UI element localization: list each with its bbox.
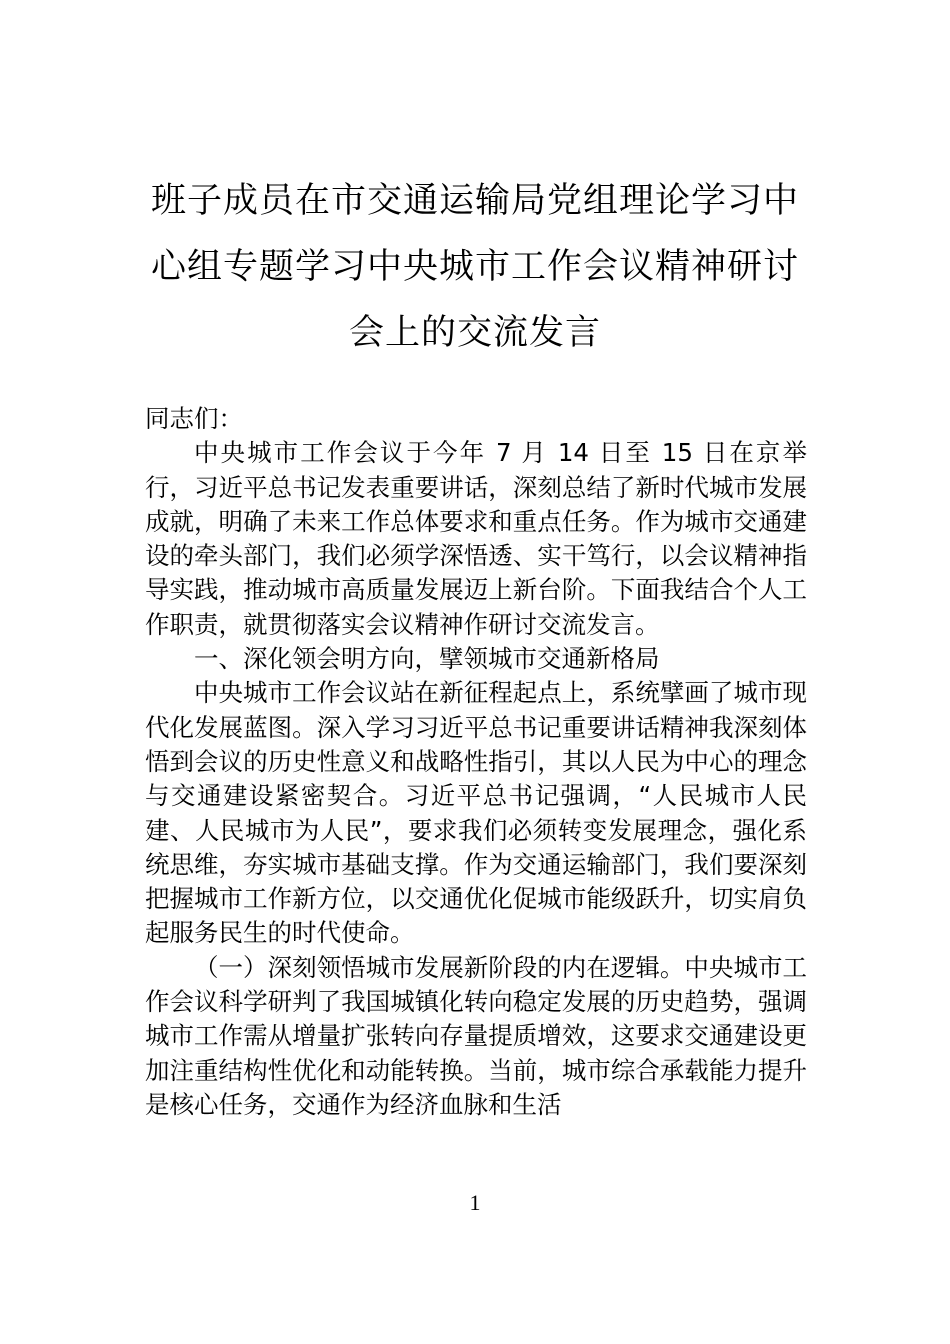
paragraph-subsection-1: （一）深刻领悟城市发展新阶段的内在逻辑。中央城市工作会议科学研判了我国城镇化转向稳定发展的历史趋势，强调城市工作需从增量扩张转向存量提质增效，这要求交通建设更加注重结构性优化和动能转换。当前，城市综合承载能力提升是核心任务，交通作为经济血脉和生活 — [145, 952, 807, 1119]
page-number: 1 — [469, 1190, 481, 1215]
paragraph-intro: 中央城市工作会议于今年 7 月 14 日至 15 日在京举行，习近平总书记发表重要讲话，深刻总结了新时代城市发展成就，明确了未来工作总体要求和重点任务。作为城市交通建设的牵头部门，我们必须学深悟透、实干笃行，以会议精神指导实践，推动城市高质量发展迈上新台阶。下面我结合个人工作职责，就贯彻落实会议精神作研讨交流发言。 — [145, 438, 807, 639]
document-title: 班子成员在市交通运输局党组理论学习中心组专题学习中央城市工作会议精神研讨会上的交流发言 — [150, 181, 799, 353]
document-body — [145, 402, 807, 1122]
section-heading-1: 一、深化领会明方向，擘领城市交通新格局 — [194, 644, 660, 674]
paragraph-section-1: 中央城市工作会议站在新征程起点上，系统擘画了城市现代化发展蓝图。深入学习习近平总书记重要讲话精神我深刻体悟到会议的历史性意义和战略性指引，其以人民为中心的理念与交通建设紧密契合。习近平总书记强调，“人民城市人民建、人民城市为人民”，要求我们必须转变发展理念，强化系统思维，夯实城市基础支撑。作为交通运输部门，我们要深刻把握城市工作新方位，以交通优化促城市能级跃升，切实肩负起服务民生的时代使命。 — [145, 678, 807, 948]
salutation: 同志们： — [145, 404, 243, 433]
